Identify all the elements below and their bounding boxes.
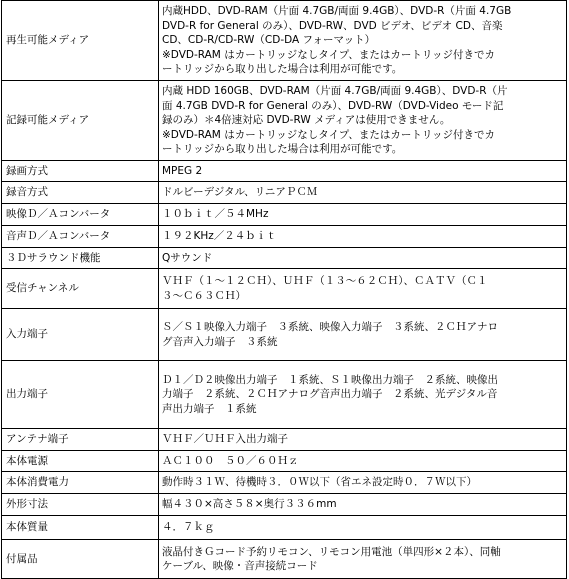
row-label: 外形寸法	[2, 494, 159, 516]
row-label: 本体電源	[2, 451, 159, 472]
row-value	[159, 472, 567, 494]
row-label: 受信チャンネル	[2, 269, 159, 309]
table-row	[2, 361, 567, 429]
value-line: Qサウンド	[162, 251, 213, 264]
table-row	[2, 269, 567, 309]
row-label: 再生可能メディア	[2, 1, 159, 81]
row-label: 本体消費電力	[2, 472, 159, 494]
table-row	[2, 516, 567, 540]
row-value	[159, 451, 567, 472]
row-value	[159, 81, 567, 161]
row-value	[159, 161, 567, 182]
value-line: 面 4.7GB DVD-R for General のみ）、DVD-RW（DVD-Video モード記	[162, 99, 504, 112]
value-line: １０ｂｉｔ／５４MHz	[162, 208, 269, 221]
value-line: 声出力端子 １系統	[162, 402, 257, 415]
value-line: 動作時３１Ｗ、待機時３．０Ｗ以下（省エネ設定時０．７Ｗ以下）	[162, 476, 477, 489]
row-label: アンテナ端子	[2, 429, 159, 451]
value-line: 幅４３０×高さ５８×奥行３３６mm	[162, 498, 337, 511]
value-line: ートリッジから取り出した場合は利用が可能です。	[162, 143, 403, 156]
spec-table	[1, 0, 567, 579]
value-line: 液晶付きＧコード予約リモコン、リモコン用電池（単四形×２本）、同軸	[162, 545, 501, 558]
value-line: 力端子 ２系統、２ＣＨアナログ音声出力端子 ２系統、光デジタル音	[162, 388, 498, 401]
row-label: 記録可能メディア	[2, 81, 159, 161]
row-label: 映像Ｄ／Ａコンバータ	[2, 204, 159, 226]
table-row	[2, 309, 567, 361]
value-line: ートリッジから取り出した場合は利用が可能です。	[162, 63, 403, 76]
row-label: 付属品	[2, 540, 159, 579]
table-row	[2, 248, 567, 269]
row-label: 入力端子	[2, 309, 159, 361]
table-row	[2, 472, 567, 494]
row-value	[159, 494, 567, 516]
value-line: CD、CD-R/CD-RW（CD-DA フォーマット）	[162, 34, 376, 47]
row-label: 録音方式	[2, 182, 159, 204]
value-line: ４．７ｋｇ	[162, 521, 215, 534]
value-line: ※DVD-RAM はカートリッジなしタイプ、またはカートリッジ付きでカ	[162, 128, 495, 141]
row-label: 音声Ｄ／Ａコンバータ	[2, 226, 159, 248]
value-line: グ音声入力端子 ３系統	[162, 335, 278, 348]
row-value	[159, 1, 567, 81]
value-line: Ｓ／Ｓ１映像入力端子 ３系統、映像入力端子 ３系統、２ＣＨアナロ	[162, 321, 498, 334]
table-row	[2, 1, 567, 81]
value-line: ＶＨＦ／ＵＨＦ入出力端子	[162, 433, 288, 446]
row-value	[159, 204, 567, 226]
row-label: 録画方式	[2, 161, 159, 182]
row-value	[159, 540, 567, 579]
value-line: ドルビーデジタル、リニアＰＣＭ	[162, 186, 318, 199]
row-value	[159, 361, 567, 429]
value-line: １９２KHz／２４ｂｉｔ	[162, 230, 277, 243]
table-row	[2, 451, 567, 472]
table-row	[2, 204, 567, 226]
row-label: 本体質量	[2, 516, 159, 540]
value-line: 内蔵 HDD 160GB、DVD-RAM（片面 4.7GB/両面 9.4GB）、DVD-R（片	[162, 85, 508, 98]
table-row	[2, 540, 567, 579]
row-label: 出力端子	[2, 361, 159, 429]
row-value	[159, 248, 567, 269]
value-line: ※DVD-RAM はカートリッジなしタイプ、またはカートリッジ付きでカ	[162, 48, 495, 61]
row-label: ３Ｄサラウンド機能	[2, 248, 159, 269]
row-value	[159, 226, 567, 248]
value-line: ＡＣ１００ ５０／６０Ｈｚ	[162, 454, 299, 467]
table-row	[2, 226, 567, 248]
value-line: ケーブル、映像・音声接続コード	[162, 560, 318, 572]
row-value	[159, 309, 567, 361]
value-line: ３～Ｃ６３ＣＨ）	[162, 289, 246, 302]
table-row	[2, 161, 567, 182]
value-line: ＶＨＦ（１～１２ＣＨ）、ＵＨＦ（１３～６２ＣＨ）、ＣＡＴＶ（Ｃ１	[162, 275, 488, 288]
row-value	[159, 182, 567, 204]
value-line: DVD-R for General のみ）、DVD-RW、DVD ビデオ、ビデオ CD、音楽	[162, 19, 503, 32]
value-line: 内蔵HDD、DVD-RAM（片面 4.7GB/両面 9.4GB）、DVD-R（片面 4.7GB	[162, 5, 512, 18]
row-value	[159, 429, 567, 451]
value-line: MPEG 2	[162, 164, 203, 177]
table-row	[2, 81, 567, 161]
value-line: 録のみ）＊4倍速対応 DVD-RW メディアは使用できません。	[162, 114, 451, 127]
table-row	[2, 494, 567, 516]
table-row	[2, 182, 567, 204]
table-row	[2, 429, 567, 451]
value-line: Ｄ１／Ｄ２映像出力端子 １系統、Ｓ１映像出力端子 ２系統、映像出	[162, 373, 498, 386]
row-value	[159, 269, 567, 309]
row-value	[159, 516, 567, 540]
